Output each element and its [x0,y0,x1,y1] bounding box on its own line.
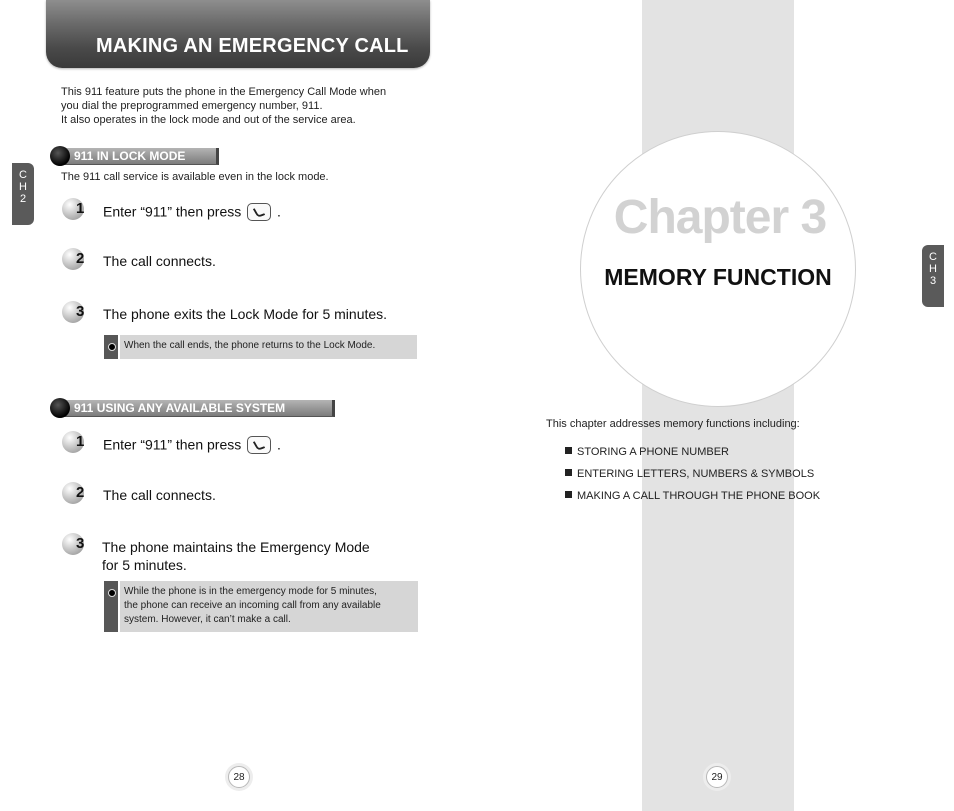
chapter-tab-number: 2 [19,193,27,205]
step-number-3 [62,533,86,557]
square-bullet-icon [565,469,572,476]
note-line: system. However, it can’t make a call. [124,614,291,625]
intro-line: This 911 feature puts the phone in the Emergency Call Mode when [61,86,387,98]
step-number-2 [62,482,86,506]
step-number-2 [62,248,86,272]
chapter-title: MEMORY FUNCTION [604,264,832,290]
intro-line: It also operates in the lock mode and out of the service area. [61,114,356,126]
step-text-line: for 5 minutes. [102,557,187,573]
section-header-any-system [50,398,338,416]
note-marker-icon [104,335,118,359]
step-text [103,203,281,223]
square-bullet-icon [565,491,572,498]
send-key-icon [247,203,271,221]
step-text [103,436,281,456]
step-number-1 [62,198,86,222]
section-subtitle: The 911 call service is available even in the lock mode. [61,171,329,183]
chapter-tab-number: 3 [929,275,937,287]
chapter-tab-right [922,245,944,307]
page-number: 28 [228,766,250,788]
intro-paragraph [61,85,421,127]
step-text-after: . [277,436,281,453]
step-number-label: 1 [76,200,85,217]
note-box: When the call ends, the phone returns to the Lock Mode. [120,335,417,359]
section-title: 911 IN LOCK MODE [74,149,186,163]
step-text [102,538,370,574]
intro-line: you dial the preprogrammed emergency number, 911. [61,100,323,112]
bullet-circle-icon [50,398,70,418]
bullet-circle-icon [50,146,70,166]
note-line: the phone can receive an incoming call from any available [124,600,381,611]
step-number-label: 1 [76,433,85,450]
section-title: 911 USING ANY AVAILABLE SYSTEM [74,401,286,415]
step-text: The call connects. [103,487,216,503]
step-number-1 [62,431,86,455]
chapter-heading: Chapter 3 [613,191,827,244]
step-text-before: Enter “911” then press [103,203,242,220]
list-item-label: ENTERING LETTERS, NUMBERS & SYMBOLS [577,468,815,480]
list-item [565,490,820,512]
square-bullet-icon [565,447,572,454]
step-number-label: 3 [76,535,85,552]
chapter-tab-letter: H [929,263,937,275]
step-text: The call connects. [103,253,216,269]
step-number-label: 2 [76,250,85,267]
step-text: The phone exits the Lock Mode for 5 minutes. [103,306,388,322]
chapter-tab-letter: C [19,169,27,181]
chapter-tab-letter: C [929,251,937,263]
chapter-tab-left [12,163,34,225]
page-number: 29 [706,766,728,788]
send-key-icon [247,436,271,454]
step-text-after: . [277,203,281,220]
list-item [565,446,820,468]
note-line: While the phone is in the emergency mode for 5 minutes, [124,586,377,597]
chapter-tab-letter: H [19,181,27,193]
step-number-label: 3 [76,303,85,320]
step-number-3 [62,301,86,325]
chapter-intro: This chapter addresses memory functions including: [546,418,800,430]
note-marker-icon [104,581,118,632]
step-text-line: The phone maintains the Emergency Mode [102,539,370,555]
chapter-topic-list [565,446,820,512]
page-title: MAKING AN EMERGENCY CALL [96,35,409,57]
list-item-label: STORING A PHONE NUMBER [577,446,729,458]
step-text-before: Enter “911” then press [103,436,242,453]
list-item [565,468,820,490]
note-box [120,581,418,632]
step-number-label: 2 [76,484,85,501]
list-item-label: MAKING A CALL THROUGH THE PHONE BOOK [577,490,821,502]
section-header-lock-mode [50,146,220,164]
